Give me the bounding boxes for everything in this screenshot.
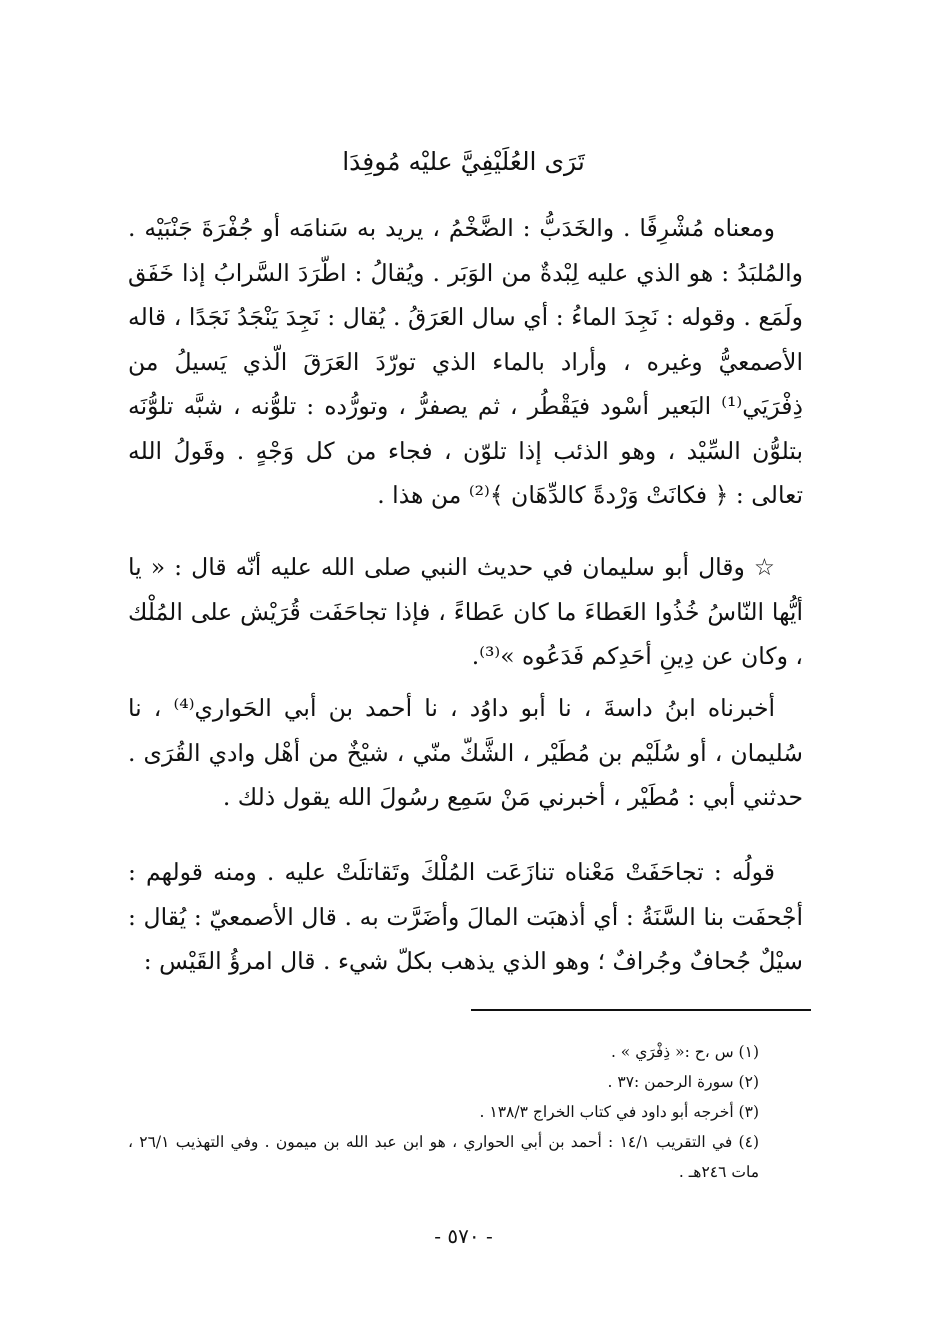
footnote-1: (١) س ،ح :« ذِفْرَي » . — [610, 1043, 759, 1061]
verse-line: تَرَى العُلَيْفِيَّ عليْه مُوفِدَا — [342, 147, 585, 176]
paragraph-hadith — [128, 545, 803, 679]
paragraph-text: ☆ وقال أبو سليمان في حديث النبي صلى الله عليه أنّه قال : « يا أيُّها النّاسُ خُذُوا العَطاءَ ما كان عَطاءً ، فإذا تجاحَفَت قُرَيْش على المُلْك ، وكان عن دِينِ أحَدِكم فَدَعُوه »⁽³⁾. — [128, 553, 803, 670]
paragraph-text: ومعناه مُشْرِفًا . والخَدَبُّ : الضَّخْمُ ، يريد به سَنامَه أو جُفْرَةَ جَنْبَيْه . والمُلبَدُ : هو الذي عليه لِبْدةٌ من الوَبَر . ويُقالُ : اطّرَدَ السَّرابُ إذا خَفَق ولَمَع . وقوله : نَجِدَ الماءُ : أي سال العَرَقُ . يُقال : نَجِدَ يَنْجَدُ نَجَدًا ، قاله الأصمعيُّ وغيره ، وأراد بالماء الذي تورّدَ العَرَقَ الّذي يَسيلُ من ذِفْرَيَي⁽¹⁾ البَعير أسْود فيَقْطُر ، ثم يصفرُّ ، وتورُّده : تلوُّنه ، شبَّه تلوُّنَه بتلوُّن السِّيْد ، وهو الذئب إذا تلوّن ، فجاء من كل وَجْهٍ . وقَولُ الله تعالى : ﴿ فكانَتْ وَرْدةً كالدِّهَان ﴾⁽²⁾ من هذا . — [128, 214, 803, 509]
footnote-2: (٢) سورة الرحمن :٣٧ . — [607, 1073, 759, 1091]
paragraph-text: قولُه : تجاحَفَتْ مَعْناه تنازَعَت المُلْكَ وتَقاتلَتْ عليه . ومنه قولهم : أجْحفَت بنا السَّنَةُ : أي أذهبَت المالَ وأضَرَّت به . قال الأصمعيّ : يُقال : سيْلٌ جُحافٌ وجُرافٌ ؛ وهو الذي يذهب بكلّ شيء . قال امرؤُ القَيْس : — [128, 858, 803, 975]
footnote-3: (٣) أخرجه أبو داود في كتاب الخراج ١٣٨/٣ . — [479, 1103, 759, 1121]
paragraph-isnad — [128, 686, 803, 820]
page-number: - ٥٧٠ - — [434, 1224, 493, 1248]
paragraph-text: أخبرناه ابنُ داسةَ ، نا أبو داوُد ، نا أحمد بن أبي الحَواري⁽⁴⁾ ، نا سُليمان ، أو سُلَيْم بن مُطَيْر ، الشَّكّ منّي ، شيْخٌ من أهْل وادي القُرَى . حدثني أبي : مُطَيْر ، أخبرني مَنْ سَمِع رسُولَ الله يقول ذلك . — [128, 694, 803, 811]
paragraph-explanation — [128, 206, 803, 518]
paragraph-commentary — [128, 850, 803, 984]
footnote-4: (٤) في التقريب ١٤/١ : أحمد بن أبي الحواري ، هو ابن عبد الله بن ميمون . وفي التهذيب ٢٦/١ ، مات ٢٤٦هـ . — [128, 1133, 759, 1181]
footnote-separator — [471, 1009, 811, 1011]
footnotes — [128, 1037, 759, 1187]
